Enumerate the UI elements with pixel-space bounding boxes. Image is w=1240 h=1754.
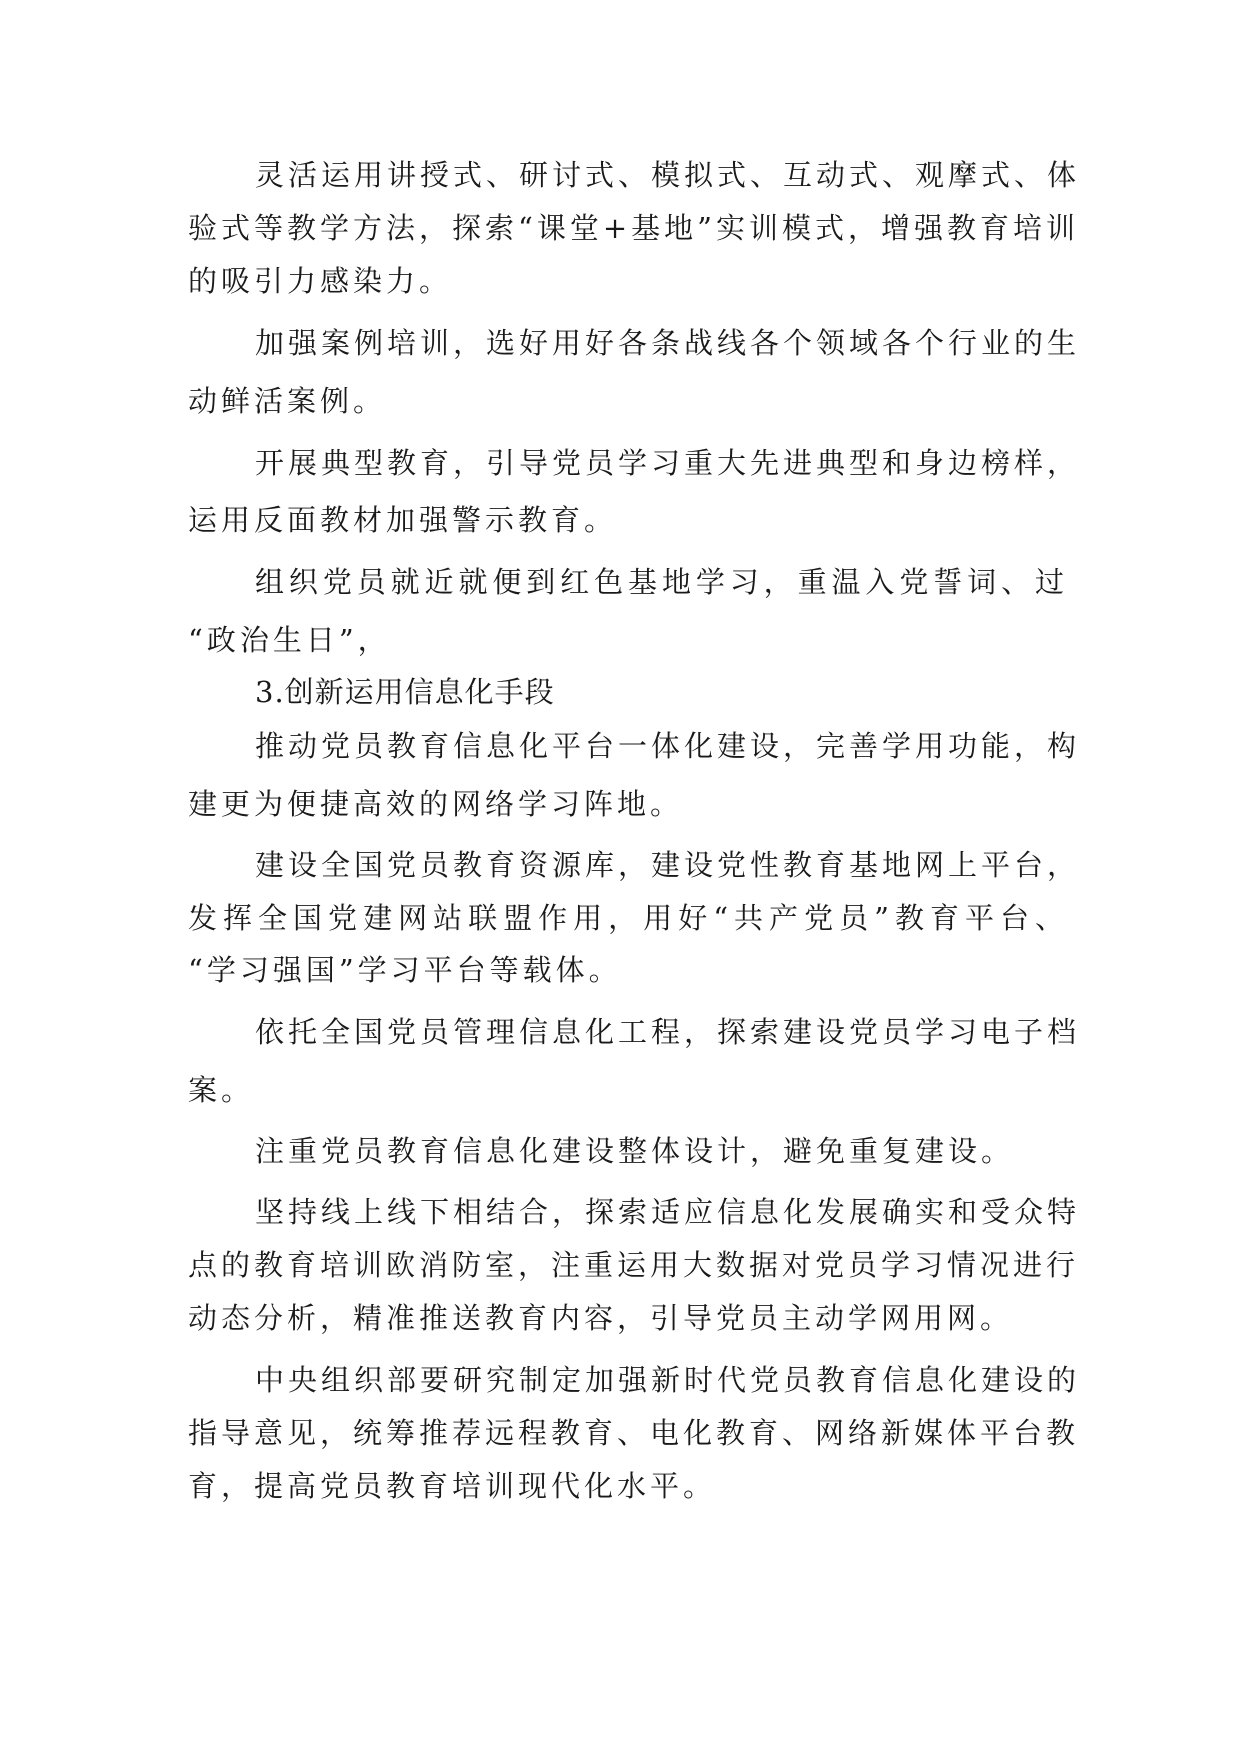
paragraph-line: 建设全国党员教育资源库，建设党性教育基地网上平台，: [255, 848, 1081, 882]
paragraph-line: 坚持线上线下相结合，探索适应信息化发展确实和受众特: [255, 1195, 1081, 1229]
paragraph-line: 组织党员就近就便到红色基地学习，重温入党誓词、过: [255, 565, 1068, 599]
paragraph-line: 验式等教学方法，探索“课堂+基地”实训模式，增强教育培训: [188, 211, 1079, 245]
paragraph-line: 灵活运用讲授式、研讨式、模拟式、互动式、观摩式、体: [255, 158, 1081, 192]
paragraph-line: 动鲜活案例。: [188, 384, 387, 418]
paragraph-line: 的吸引力感染力。: [188, 264, 453, 298]
paragraph-line: 开展典型教育，引导党员学习重大先进典型和身边榜样，: [255, 446, 1081, 480]
paragraph-line: “学习强国”学习平台等载体。: [188, 953, 622, 987]
paragraph-line: 案。: [188, 1073, 255, 1107]
paragraph-line: 指导意见，统筹推荐远程教育、电化教育、网络新媒体平台教: [188, 1416, 1080, 1450]
paragraph-line: 中央组织部要研究制定加强新时代党员教育信息化建设的: [255, 1363, 1081, 1397]
paragraph-line: 依托全国党员管理信息化工程，探索建设党员学习电子档: [255, 1015, 1081, 1049]
paragraph-line: 运用反面教材加强警示教育。: [188, 503, 618, 537]
paragraph-line: 建更为便捷高效的网络学习阵地。: [188, 787, 684, 821]
paragraph-line: 注重党员教育信息化建设整体设计，避免重复建设。: [255, 1134, 1015, 1168]
paragraph-line: 发挥全国党建网站联盟作用，用好“共产党员”教育平台、: [188, 901, 1068, 935]
paragraph-line: 加强案例培训，选好用好各条战线各个领域各个行业的生: [255, 326, 1081, 360]
paragraph-line: 推动党员教育信息化平台一体化建设，完善学用功能，构: [255, 729, 1081, 763]
paragraph-line: 点的教育培训欧消防室，注重运用大数据对党员学习情况进行: [188, 1248, 1080, 1282]
paragraph-line: 育，提高党员教育培训现代化水平。: [188, 1469, 717, 1503]
section-heading: 3.创新运用信息化手段: [255, 675, 555, 709]
paragraph-line: “政治生日”，: [188, 623, 391, 657]
paragraph-line: 动态分析，精准推送教育内容，引导党员主动学网用网。: [188, 1301, 1014, 1335]
